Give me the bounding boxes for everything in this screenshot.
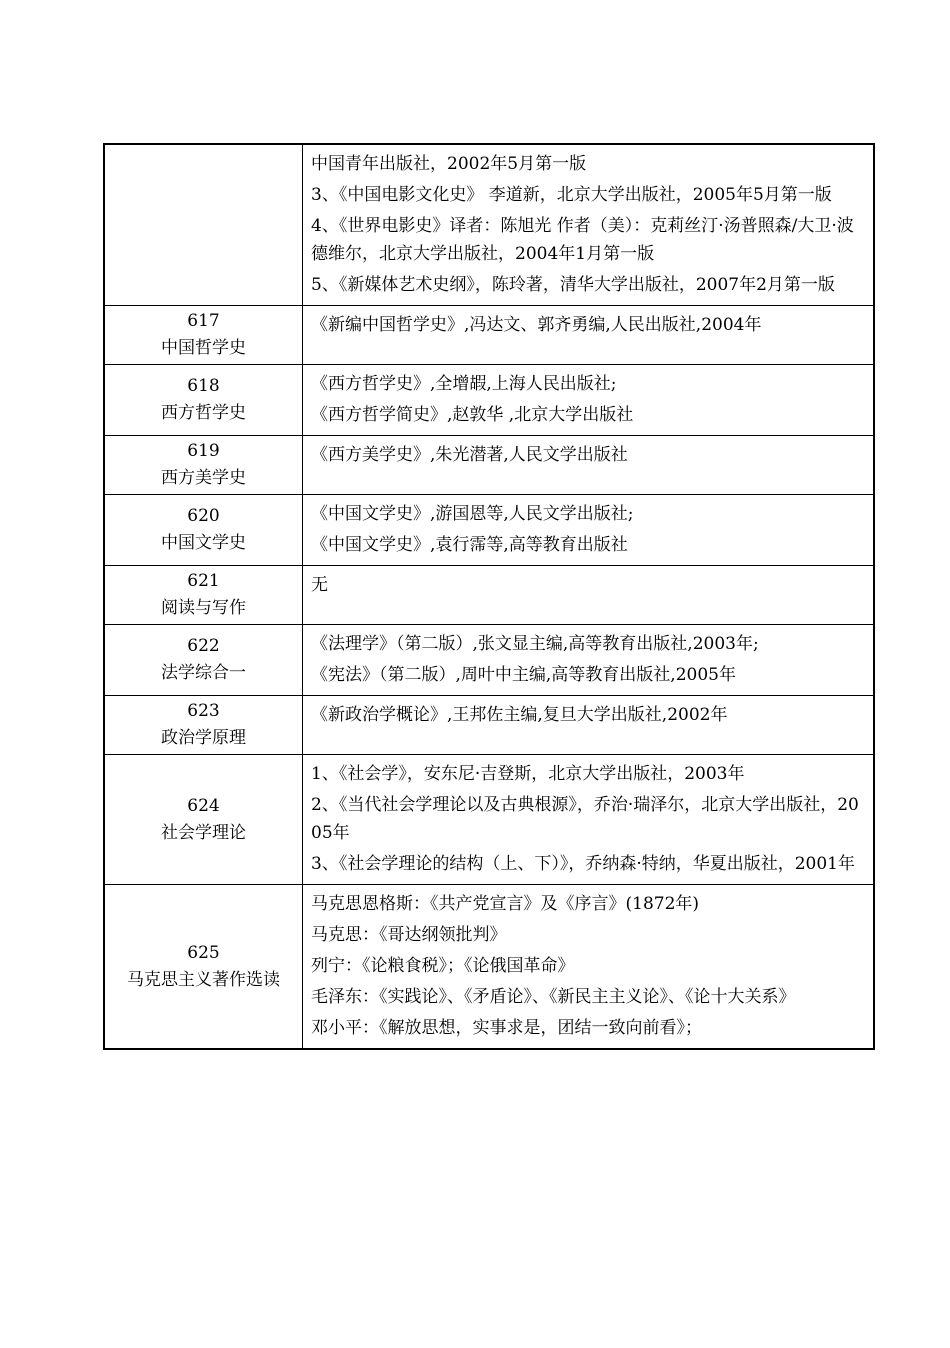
reference-book-entry: 中国青年出版社，2002年5月第一版 bbox=[311, 154, 587, 174]
reference-books-cell bbox=[303, 144, 875, 306]
reference-book-entry: 《新政治学概论》,王邦佐主编,复旦大学出版社,2002年 bbox=[311, 705, 728, 725]
reference-book-entry: 3、《社会学理论的结构（上、下）》，乔纳森·特纳，华夏出版社，2001年 bbox=[311, 854, 855, 874]
subject-name: 西方哲学史 bbox=[161, 403, 246, 423]
subject-code: 623 bbox=[187, 701, 220, 721]
reference-books-cell bbox=[303, 566, 875, 625]
reference-book-entry: 无 bbox=[311, 575, 328, 595]
reference-book-entry: 《西方哲学简史》,赵敦华 ,北京大学出版社 bbox=[311, 405, 634, 425]
subject-name: 社会学理论 bbox=[161, 822, 246, 843]
reference-book-entry: 《新编中国哲学史》,冯达文、郭齐勇编,人民出版社,2004年 bbox=[311, 315, 762, 335]
reference-book-entry: 马克思：《哥达纲领批判》 bbox=[311, 925, 507, 945]
table-row bbox=[104, 625, 874, 696]
table-row bbox=[104, 696, 874, 755]
subject-name: 法学综合一 bbox=[161, 663, 246, 683]
subject-cell bbox=[104, 144, 303, 306]
table-row bbox=[104, 495, 874, 566]
table-row bbox=[104, 755, 874, 885]
reference-book-entry: 邓小平：《解放思想，实事求是，团结一致向前看》； bbox=[311, 1018, 702, 1038]
reference-books-cell bbox=[303, 885, 875, 1050]
table-row bbox=[104, 566, 874, 625]
subject-code: 619 bbox=[187, 441, 220, 461]
subject-cell bbox=[104, 566, 303, 625]
reference-book-entry: 《宪法》（第二版）,周叶中主编,高等教育出版社,2005年 bbox=[311, 665, 736, 685]
subject-cell bbox=[104, 755, 303, 885]
reference-book-entry: 毛泽东：《实践论》、《矛盾论》、《新民主主义论》、《论十大关系》 bbox=[311, 987, 796, 1007]
subject-cell bbox=[104, 436, 303, 495]
subject-code: 625 bbox=[187, 942, 220, 963]
subject-cell bbox=[104, 625, 303, 696]
reference-books-cell bbox=[303, 306, 875, 365]
subject-code: 622 bbox=[187, 636, 220, 656]
reference-books-table bbox=[103, 143, 875, 1050]
reference-books-cell bbox=[303, 365, 875, 436]
subject-code: 618 bbox=[187, 376, 220, 396]
table-row bbox=[104, 365, 874, 436]
reference-book-entry: 2、《当代社会学理论以及古典根源》，乔治·瑞泽尔，北京大学出版社，2005年 bbox=[311, 795, 859, 843]
reference-book-entry: 1、《社会学》，安东尼·吉登斯，北京大学出版社，2003年 bbox=[311, 764, 745, 784]
table-row bbox=[104, 144, 874, 306]
subject-name: 中国文学史 bbox=[161, 533, 246, 553]
subject-code: 617 bbox=[187, 311, 220, 331]
reference-book-entry: 《法理学》（第二版）,张文显主编,高等教育出版社,2003年; bbox=[311, 634, 759, 654]
reference-book-entry: 5、《新媒体艺术史纲》，陈玲著，清华大学出版社，2007年2月第一版 bbox=[311, 275, 835, 295]
reference-books-cell bbox=[303, 696, 875, 755]
subject-code: 621 bbox=[187, 571, 220, 591]
reference-book-entry: 《中国文学史》,袁行霈等,高等教育出版社 bbox=[311, 535, 628, 555]
table-body bbox=[104, 144, 874, 1049]
subject-code: 620 bbox=[187, 506, 220, 526]
table-row bbox=[104, 436, 874, 495]
reference-book-entry: 4、《世界电影史》译者：陈旭光 作者（美）：克莉丝汀·汤普照森/大卫·波德维尔，北京大学出版社，2004年1月第一版 bbox=[311, 216, 854, 264]
subject-cell bbox=[104, 365, 303, 436]
subject-name: 阅读与写作 bbox=[161, 598, 246, 618]
reference-book-entry: 《西方美学史》,朱光潜著,人民文学出版社 bbox=[311, 445, 628, 465]
reference-book-entry: 列宁：《论粮食税》；《论俄国革命》 bbox=[311, 956, 575, 976]
reference-book-entry: 《西方哲学史》,全增嘏,上海人民出版社; bbox=[311, 374, 617, 394]
subject-name: 马克思主义著作选读 bbox=[127, 969, 280, 990]
reference-books-cell bbox=[303, 495, 875, 566]
subject-cell bbox=[104, 495, 303, 566]
table-row bbox=[104, 306, 874, 365]
subject-cell bbox=[104, 885, 303, 1050]
subject-code: 624 bbox=[187, 795, 220, 816]
subject-cell bbox=[104, 306, 303, 365]
table-row bbox=[104, 885, 874, 1050]
reference-book-entry: 《中国文学史》,游国恩等,人民文学出版社; bbox=[311, 504, 634, 524]
subject-name: 政治学原理 bbox=[161, 728, 246, 748]
subject-name: 西方美学史 bbox=[161, 468, 246, 488]
reference-book-entry: 马克思恩格斯：《共产党宣言》及《序言》(1872年) bbox=[311, 894, 700, 914]
subject-cell bbox=[104, 696, 303, 755]
subject-name: 中国哲学史 bbox=[161, 338, 246, 358]
reference-books-cell bbox=[303, 625, 875, 696]
reference-books-cell bbox=[303, 755, 875, 885]
reference-book-entry: 3、《中国电影文化史》 李道新，北京大学出版社，2005年5月第一版 bbox=[311, 185, 832, 205]
reference-books-cell bbox=[303, 436, 875, 495]
